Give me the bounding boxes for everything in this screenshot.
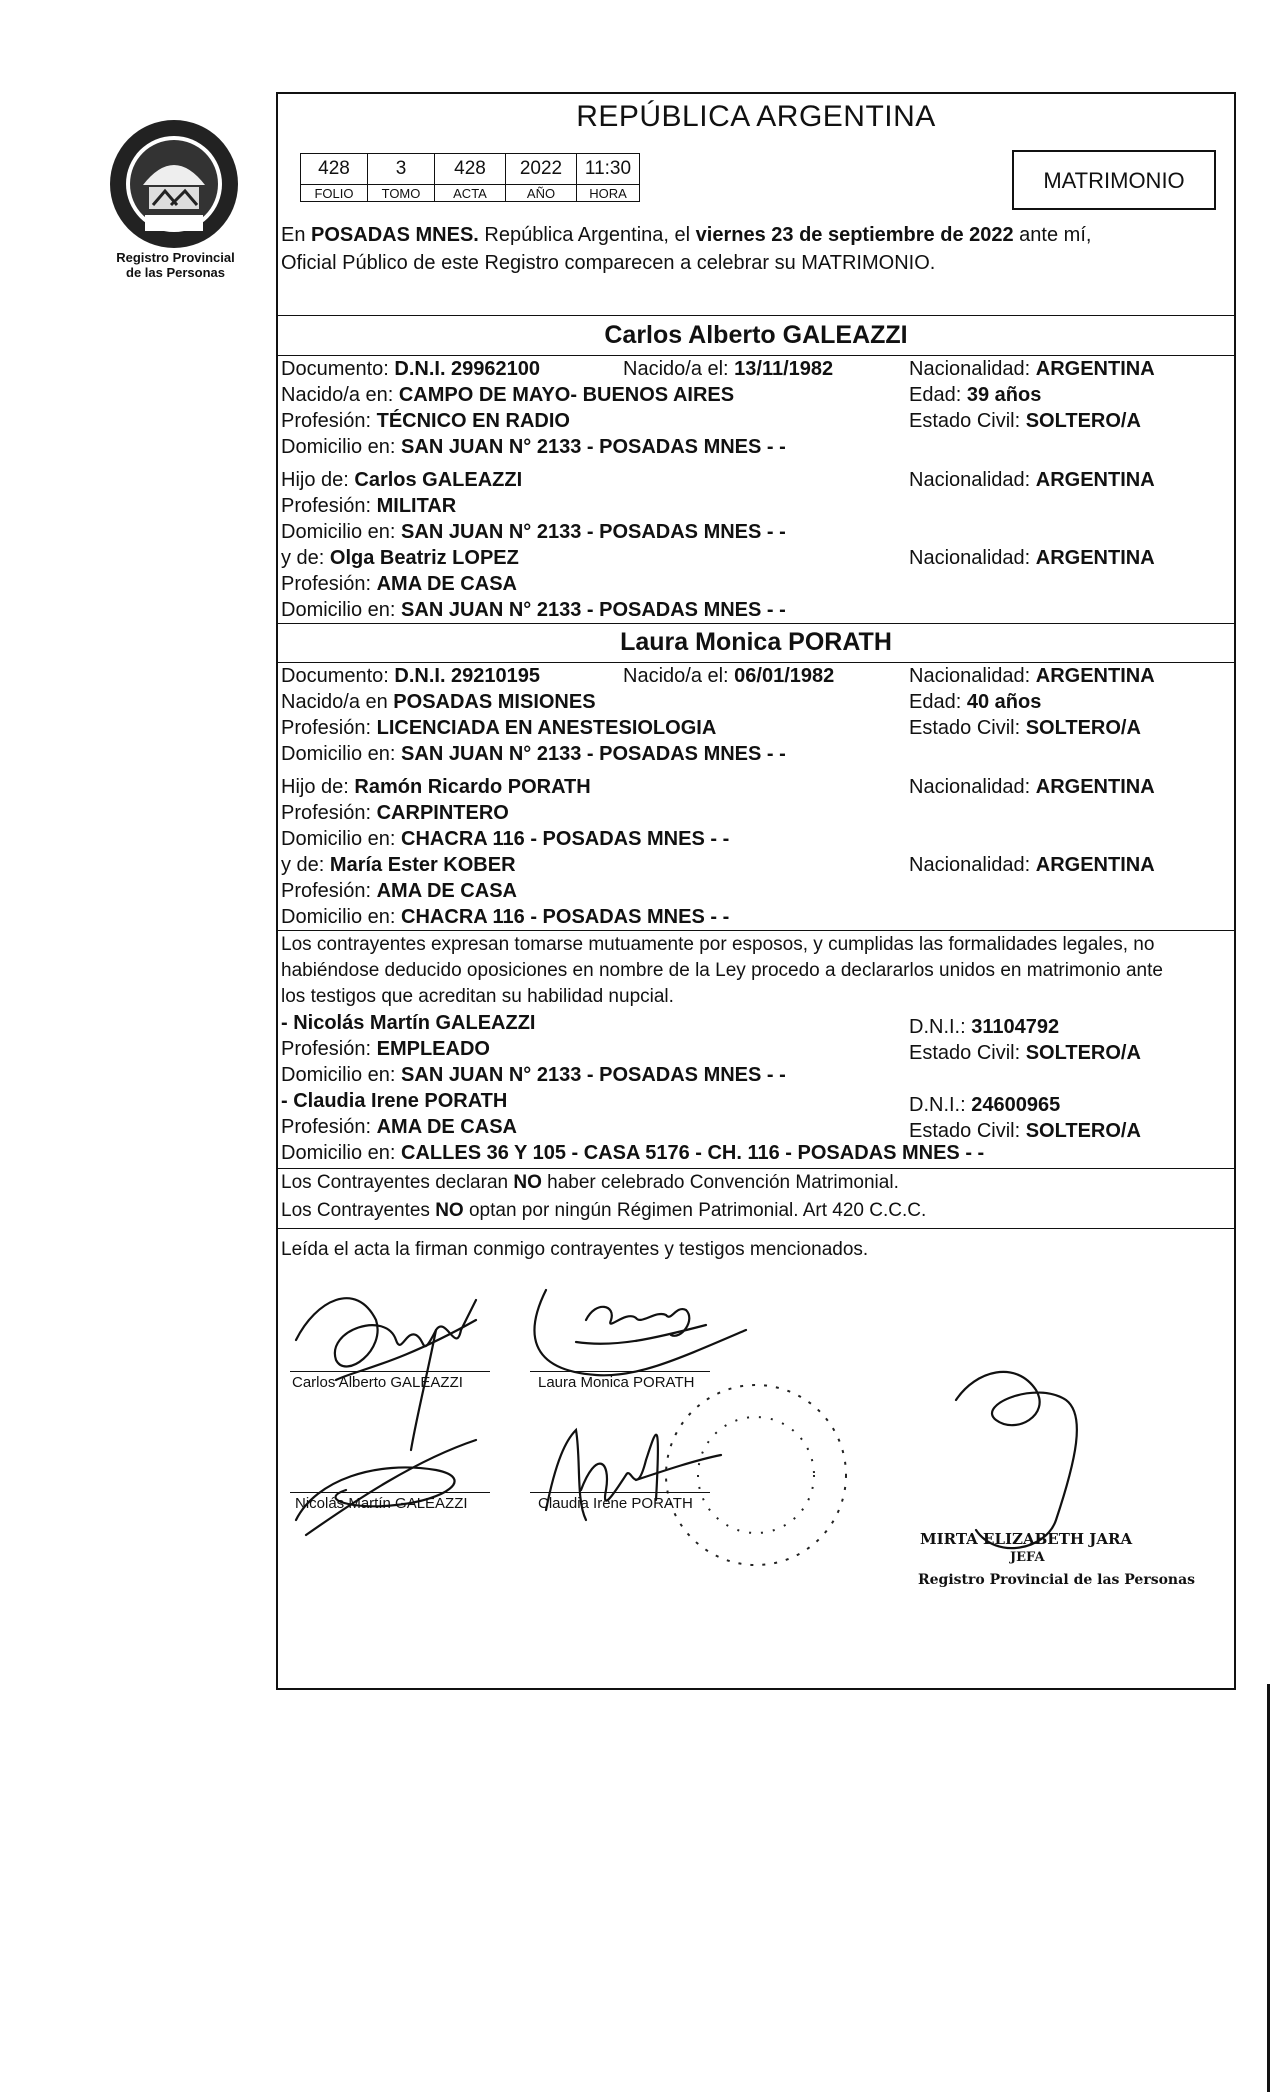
witness1-name: - Nicolás Martín GALEAZZI (281, 1012, 536, 1034)
spouse1-civil-status: Estado Civil: SOLTERO/A (909, 410, 1141, 432)
declaration-line-2: habiéndose deducido oposiciones en nombre de la Ley procedo a declararlos unidos en matrimonio ante (281, 960, 1163, 981)
official-office: Registro Provincial de las Personas (918, 1572, 1196, 1588)
spouse2-mother: y de: María Ester KOBER (281, 854, 516, 876)
spouse2-name: Laura Monica PORATH (620, 628, 892, 656)
witness1-profession: Profesión: EMPLEADO (281, 1038, 490, 1060)
spouse2-father-address: Domicilio en: CHACRA 116 - POSADAS MNES - - (281, 828, 730, 850)
spouse2-mother-address: Domicilio en: CHACRA 116 - POSADAS MNES - - (281, 906, 730, 928)
record-type-box: MATRIMONIO (1012, 150, 1216, 210)
spouse1-birthdate: Nacido/a el: 13/11/1982 (623, 358, 834, 380)
spouse2-father: Hijo de: Ramón Ricardo PORATH (281, 776, 591, 798)
divider (276, 355, 1236, 356)
spouse2-address: Domicilio en: SAN JUAN N° 2133 - POSADAS MNES - - (281, 743, 786, 765)
divider (276, 930, 1236, 931)
spouse1-document: Documento: D.N.I. 29962100 (281, 358, 541, 380)
spouse1-father-nationality: Nacionalidad: ARGENTINA (909, 469, 1155, 491)
signatures-intro: Leída el acta la firman conmigo contrayentes y testigos mencionados. (281, 1239, 869, 1260)
signature-line (530, 1492, 710, 1493)
divider (276, 315, 1236, 316)
spouse2-birthdate: Nacido/a el: 06/01/1982 (623, 665, 835, 687)
witness2-civil-status: Estado Civil: SOLTERO/A (909, 1120, 1141, 1142)
signature-label-2: Laura Monica PORATH (538, 1374, 695, 1391)
hora-label: HORA (577, 185, 640, 202)
spouse2-mother-nationality: Nacionalidad: ARGENTINA (909, 854, 1155, 876)
ano-label: AÑO (506, 185, 577, 202)
declaration-line-1: Los contrayentes expresan tomarse mutuamente por esposos, y cumplidas las formalidades legales, no (281, 934, 1155, 955)
signature-label-3: Nicolás Martín GALEAZZI (295, 1495, 468, 1512)
spouse2-profession: Profesión: LICENCIADA EN ANESTESIOLOGIA (281, 717, 717, 739)
spouse2-age: Edad: 40 años (909, 691, 1042, 713)
hora-value: 11:30 (577, 154, 640, 185)
intro-line-1: En POSADAS MNES. República Argentina, el viernes 23 de septiembre de 2022 ante mí, (281, 224, 1092, 246)
spouse1-mother: y de: Olga Beatriz LOPEZ (281, 547, 519, 569)
spouse1-address: Domicilio en: SAN JUAN N° 2133 - POSADAS MNES - - (281, 436, 786, 458)
document-title: REPÚBLICA ARGENTINA (576, 100, 936, 133)
signatures-drawing (276, 1260, 1236, 1690)
intro-line-2: Oficial Público de este Registro comparecen a celebrar su MATRIMONIO. (281, 252, 936, 274)
registry-name-line1: Registro Provincial (116, 250, 235, 265)
spouse1-mother-profession: Profesión: AMA DE CASA (281, 573, 517, 595)
spouse1-father-address: Domicilio en: SAN JUAN N° 2133 - POSADAS MNES - - (281, 521, 786, 543)
spouse1-father: Hijo de: Carlos GALEAZZI (281, 469, 523, 491)
declaration-line-3: los testigos que acreditan su habilidad nupcial. (281, 986, 674, 1007)
witness1-civil-status: Estado Civil: SOLTERO/A (909, 1042, 1141, 1064)
witness2-dni: D.N.I.: 24600965 (909, 1094, 1061, 1116)
registry-name-line2: de las Personas (126, 265, 225, 280)
spouse1-profession: Profesión: TÉCNICO EN RADIO (281, 410, 570, 432)
record-info-table (300, 153, 640, 202)
witness1-address: Domicilio en: SAN JUAN N° 2133 - POSADAS MNES - - (281, 1064, 786, 1086)
divider (276, 662, 1236, 663)
scan-edge-mark (1267, 1684, 1270, 2092)
witness2-address: Domicilio en: CALLES 36 Y 105 - CASA 5176 - CH. 116 - POSADAS MNES - - (281, 1142, 985, 1164)
spouse2-civil-status: Estado Civil: SOLTERO/A (909, 717, 1141, 739)
provincial-seal (105, 115, 243, 253)
spouse2-father-nationality: Nacionalidad: ARGENTINA (909, 776, 1155, 798)
divider (276, 623, 1236, 624)
spouse2-mother-profession: Profesión: AMA DE CASA (281, 880, 517, 902)
witness1-dni: D.N.I.: 31104792 (909, 1016, 1060, 1038)
witness2-profession: Profesión: AMA DE CASA (281, 1116, 517, 1138)
signature-line (290, 1492, 490, 1493)
spouse2-birthplace: Nacido/a en POSADAS MISIONES (281, 691, 596, 713)
signature-line (530, 1371, 710, 1372)
spouse2-document: Documento: D.N.I. 29210195 (281, 665, 541, 687)
spouse2-father-profession: Profesión: CARPINTERO (281, 802, 509, 824)
spouse1-mother-address: Domicilio en: SAN JUAN N° 2133 - POSADAS MNES - - (281, 599, 786, 621)
registry-name (88, 250, 263, 280)
spouse1-age: Edad: 39 años (909, 384, 1042, 406)
acta-value: 428 (435, 154, 506, 185)
spouse1-birthplace: Nacido/a en: CAMPO DE MAYO- BUENOS AIRES (281, 384, 735, 406)
agreement-line-1: Los Contrayentes declaran NO haber celebrado Convención Matrimonial. (281, 1172, 899, 1193)
acta-label: ACTA (435, 185, 506, 202)
signature-line (290, 1371, 490, 1372)
spouse1-nationality: Nacionalidad: ARGENTINA (909, 358, 1155, 380)
tomo-value: 3 (368, 154, 435, 185)
witness2-name: - Claudia Irene PORATH (281, 1090, 508, 1112)
official-name: MIRTA ELIZABETH JARA (920, 1530, 1133, 1548)
spouse1-mother-nationality: Nacionalidad: ARGENTINA (909, 547, 1155, 569)
divider (276, 1168, 1236, 1169)
agreement-line-2: Los Contrayentes NO optan por ningún Régimen Patrimonial. Art 420 C.C.C. (281, 1200, 927, 1221)
ano-value: 2022 (506, 154, 577, 185)
folio-label: FOLIO (301, 185, 368, 202)
spouse1-name: Carlos Alberto GALEAZZI (604, 321, 908, 349)
tomo-label: TOMO (368, 185, 435, 202)
folio-value: 428 (301, 154, 368, 185)
signature-label-4: Claudia Irene PORATH (538, 1495, 693, 1512)
spouse1-father-profession: Profesión: MILITAR (281, 495, 457, 517)
divider (276, 1228, 1236, 1229)
official-role: JEFA (1010, 1550, 1045, 1565)
signature-label-1: Carlos Alberto GALEAZZI (292, 1374, 463, 1391)
spouse2-nationality: Nacionalidad: ARGENTINA (909, 665, 1155, 687)
